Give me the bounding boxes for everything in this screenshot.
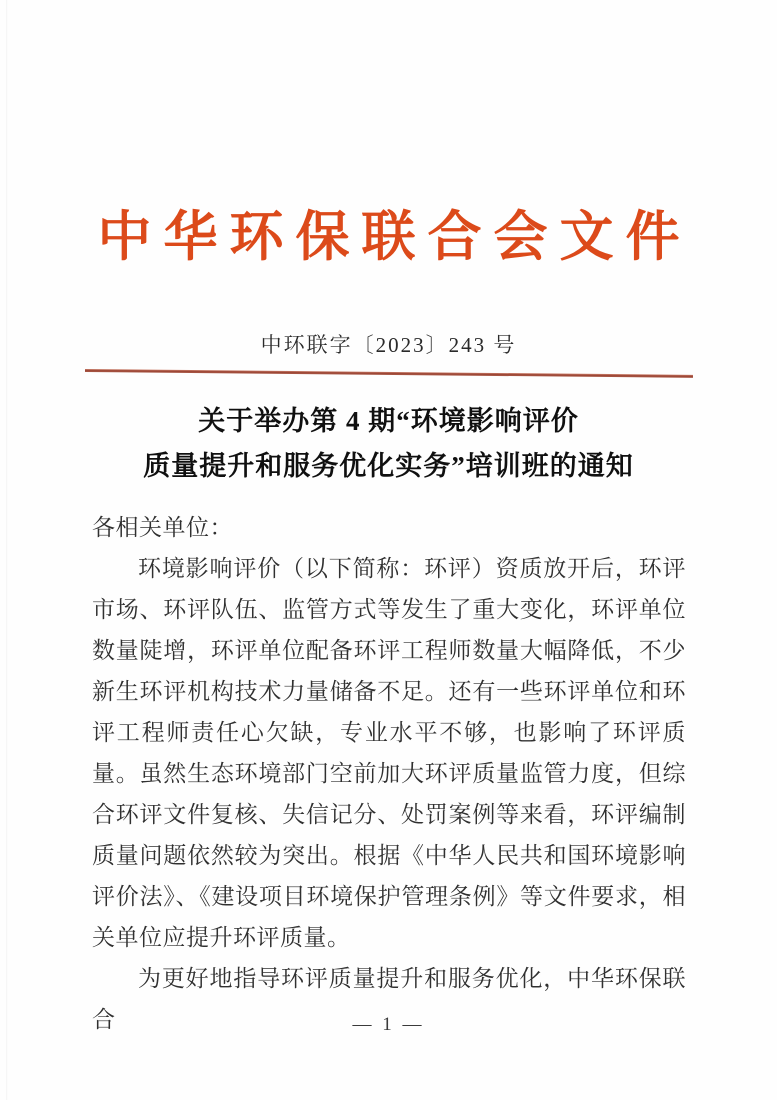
document-number: 中环联字〔2023〕243 号 [260,333,517,357]
body-paragraph: 为更好地指导环评质量提升和服务优化，中华环保联合 [92,966,686,1032]
notice-title-line-1: 关于举办第 4 期“环境影响评价 [198,406,579,436]
body-paragraph: 环境影响评价（以下简称：环评）资质放开后，环评市场、环评队伍、监管方式等发生了重大变化，环评单位数量陡增，环评单位配备环评工程师数量大幅降低，不少新生环评机构技术力量储备不足。还有一些环评单位和环评工程师责任心欠缺，专业水平不够，也影响了环评质量。虽然生态环境部门空前加大环评质量监管力度，但综合环评文件复核、失信记分、处罚案例等来看，环评编制质量问题依然较为突出。根据《中华人民共和国环境影响评价法》、《建设项目环境保护管理条例》等文件要求，相关单位应提升环评质量。 [92,556,686,950]
notice-title-line-2: 质量提升和服务优化实务”培训班的通知 [143,451,634,481]
document-body [92,507,686,1040]
red-divider-line [85,369,693,378]
org-title: 中华环保联合会文件 [97,207,692,267]
salutation-line: 各相关单位： [92,515,233,540]
page-number: — 1 — [352,1014,425,1035]
notice-title [0,399,777,489]
